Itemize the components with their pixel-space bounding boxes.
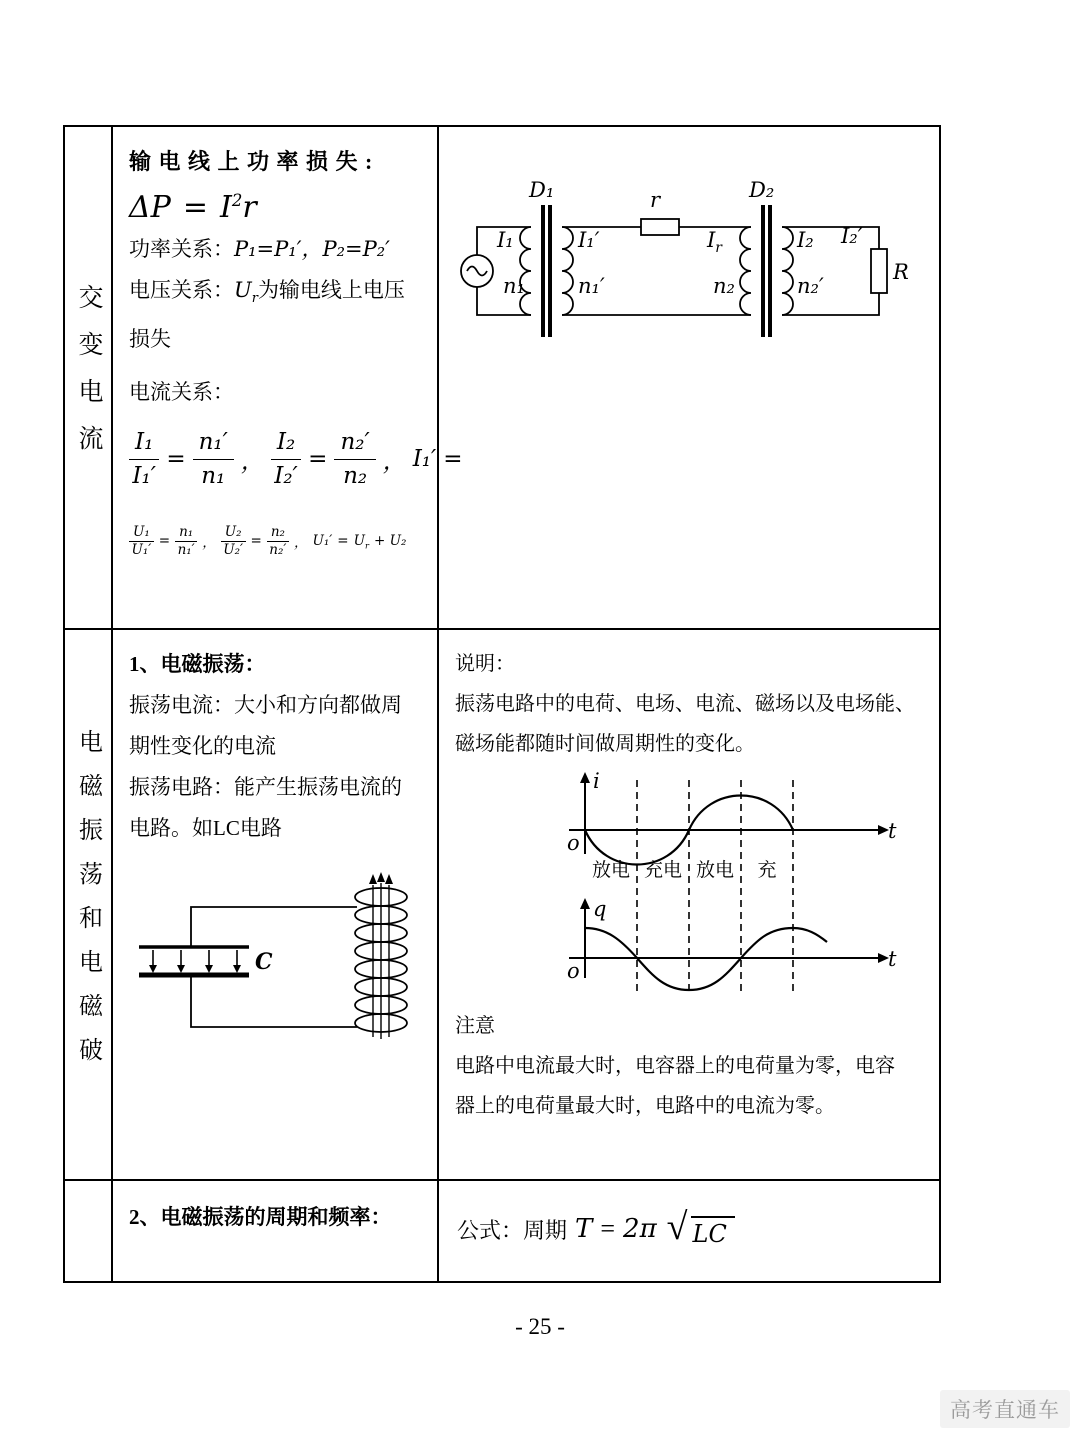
osc-circuit-line1: 振荡电路：能产生振荡电流的 — [129, 775, 402, 799]
fraction — [221, 525, 246, 558]
current-ratio-formula — [129, 429, 463, 489]
oscillation-graphs — [555, 768, 905, 1006]
axis-arrow-icon — [580, 898, 590, 909]
power-loss-title: 输 电 线 上 功 率 损 失 : — [129, 149, 374, 174]
charge-graph-axes — [569, 904, 881, 978]
label-D1: D₁ — [529, 178, 555, 202]
denominator: n₂′ — [269, 541, 287, 558]
comma: ， — [293, 535, 308, 552]
numerator: n₁ — [175, 525, 197, 542]
label-I1-prime: I₁′ — [578, 228, 600, 252]
capacitor-field-arrows — [149, 950, 241, 973]
note-heading: 说明： — [455, 653, 515, 675]
secondary-coil-1 — [562, 227, 573, 315]
denominator: U₂′ — [223, 541, 244, 558]
comma: ， — [240, 448, 264, 475]
row-header-em-oscillation — [65, 630, 113, 1179]
equals-sign: = — [600, 1214, 616, 1243]
segment-label-discharge2: 放电 — [695, 860, 735, 881]
dashed-gridlines — [637, 780, 793, 994]
osc-current-line2: 期性变化的电流 — [129, 734, 276, 758]
period-formula — [439, 1181, 939, 1251]
primary-coil-2 — [740, 227, 751, 315]
label-I2: I₂ — [797, 228, 814, 252]
equals-sign: = — [308, 446, 328, 473]
primary-coil-1 — [520, 227, 531, 315]
watermark: 高考直通车 — [940, 1390, 1070, 1428]
label-D2: D₂ — [749, 178, 775, 202]
secondary-coil-2 — [782, 227, 793, 315]
voltage-symbol: U — [234, 278, 252, 302]
fraction — [129, 525, 154, 558]
transformer-circuit-diagram — [451, 179, 921, 364]
osc-circuit-line2: 电路。如LC电路 — [129, 816, 282, 840]
numerator: U₁ — [129, 525, 154, 542]
voltage-relation-line — [129, 270, 421, 319]
label-I2-prime: I₂′ — [841, 224, 863, 248]
voltage-ratio-formula — [129, 525, 421, 558]
equals-sign: = — [182, 190, 208, 225]
equals-sign: = — [158, 533, 171, 550]
comma: ， — [382, 448, 406, 475]
formula-tail-symbol: I₁′ — [412, 446, 437, 473]
numerator: U₂ — [221, 525, 246, 542]
label-n2-prime: n₂′ — [797, 274, 824, 298]
numerator: I₂ — [271, 429, 301, 459]
equals-sign: = — [166, 446, 186, 473]
period-symbol: T — [575, 1214, 593, 1244]
fraction — [129, 429, 159, 489]
row-header-ac-current — [65, 127, 113, 628]
dp-resistance: r — [242, 190, 257, 225]
denominator: U₁′ — [131, 541, 152, 558]
physics-notes-table — [63, 125, 941, 1283]
lc-circuit-diagram — [131, 871, 431, 1086]
ac-formulas-cell — [113, 127, 463, 628]
em-heading: 1、电磁振荡： — [129, 652, 266, 676]
fraction — [175, 525, 197, 558]
voltage-relation-label: 电压关系： — [129, 278, 234, 302]
numerator: n₂′ — [334, 429, 375, 459]
coefficient: 2π — [623, 1214, 657, 1244]
radicand: LC — [691, 1216, 735, 1248]
attention-line1: 电路中电流最大时，电容器上的电荷量为零，电容 — [455, 1055, 895, 1077]
fraction — [267, 525, 289, 558]
period-heading: 2、电磁振荡的周期和频率： — [129, 1205, 392, 1229]
circuit-labels — [496, 178, 909, 298]
table-row-ac-current — [65, 127, 939, 628]
numerator: n₁′ — [193, 429, 234, 459]
label-n2: n₂ — [713, 274, 735, 298]
label-Ir — [706, 228, 723, 256]
section-title-vertical: 电磁振荡和电磁破 — [74, 728, 101, 1081]
period-heading-cell — [113, 1181, 439, 1281]
attention-heading: 注意 — [455, 1015, 495, 1037]
comma: ， — [202, 535, 216, 552]
line-resistor — [641, 219, 679, 235]
equals-sign: = — [443, 446, 463, 473]
Ir-base: I — [707, 228, 716, 252]
circuit-wires — [461, 219, 887, 315]
fraction — [271, 429, 301, 489]
voltage-term — [354, 533, 369, 551]
formula-tail-rest: + U₂ — [374, 533, 407, 550]
denominator: n₁ — [201, 462, 226, 489]
section-title-vertical: 交变电流 — [75, 283, 102, 472]
radical-sign: √ — [666, 1206, 688, 1248]
label-origin-q: o — [567, 959, 580, 983]
power-relation-label: 功率关系： — [129, 237, 234, 261]
label-R: R — [893, 260, 909, 284]
denominator: I₁′ — [132, 462, 156, 489]
Ir-subscript: r — [715, 240, 722, 256]
current-graph-axes — [569, 778, 881, 854]
dp-exponent: 2 — [231, 191, 243, 210]
label-I1: I₁ — [497, 228, 514, 252]
numerator: I₁ — [129, 429, 159, 459]
power-relation-line — [129, 229, 421, 270]
power-loss-formula — [129, 190, 421, 225]
u-base: U — [353, 532, 365, 549]
numerator: n₂ — [267, 525, 289, 542]
transformer-cores — [543, 205, 770, 337]
label-origin-i: o — [567, 831, 580, 855]
fraction — [334, 429, 375, 489]
formula-tail-symbol: U₁′ — [312, 533, 333, 550]
segment-label-charge2: 充 — [757, 860, 777, 881]
label-i: i — [593, 769, 600, 793]
label-n1: n₁ — [503, 274, 525, 298]
em-oscillation-note-cell — [439, 630, 939, 1179]
denominator: n₂ — [343, 462, 368, 489]
equals-sign: = — [250, 533, 262, 550]
voltage-relation-text: 为输电线上电压 — [257, 278, 405, 302]
dp-lhs: ΔP — [129, 190, 171, 225]
segment-label-charge1: 充电 — [643, 860, 683, 881]
load-resistor — [871, 249, 887, 293]
note-line2: 磁场能都随时间做周期性的变化。 — [455, 733, 755, 755]
axis-arrow-icon — [580, 772, 590, 783]
u-subscript: r — [365, 540, 369, 551]
transformer-diagram-cell — [439, 127, 939, 628]
label-n1-prime: n₁′ — [578, 274, 605, 298]
voltage-relation-line2: 损失 — [129, 327, 171, 352]
equals-sign: = — [337, 533, 349, 550]
attention-line2: 器上的电荷量最大时，电路中的电流为零。 — [455, 1095, 835, 1117]
current-relation-label: 电流关系： — [129, 380, 234, 405]
em-oscillation-text-cell — [113, 630, 439, 1179]
denominator: n₁′ — [177, 541, 195, 558]
capacitor-label: C — [255, 949, 273, 975]
ac-sine-icon — [467, 267, 487, 276]
wire — [191, 907, 357, 947]
page-number: - 25 - — [515, 1314, 565, 1339]
dp-base: I — [220, 190, 232, 225]
segment-label-discharge1: 放电 — [591, 860, 631, 881]
osc-current-line1: 振荡电流：大小和方向都做周 — [129, 693, 402, 717]
dp-rhs — [220, 190, 257, 225]
magnetic-field-lines — [369, 872, 393, 1039]
period-formula-cell — [439, 1181, 939, 1281]
denominator: I₂′ — [274, 462, 298, 489]
wire — [191, 975, 357, 1027]
table-row-period-frequency — [65, 1179, 939, 1281]
row-header-empty — [65, 1181, 113, 1281]
label-t-q: t — [888, 947, 897, 971]
lc-wires — [139, 907, 357, 1027]
table-row-em-oscillation — [65, 628, 939, 1179]
fraction — [193, 429, 234, 489]
power-relation-value: P₁=P₁′，P₂=P₂′ — [234, 237, 390, 261]
label-r: r — [649, 188, 661, 212]
label-q: q — [593, 897, 607, 921]
label-t-i: t — [888, 819, 897, 843]
formula-label: 公式：周期 — [457, 1217, 568, 1243]
note-line1: 振荡电路中的电荷、电场、电流、磁场以及电场能、 — [455, 693, 915, 715]
voltage-subscript: r — [251, 291, 258, 307]
